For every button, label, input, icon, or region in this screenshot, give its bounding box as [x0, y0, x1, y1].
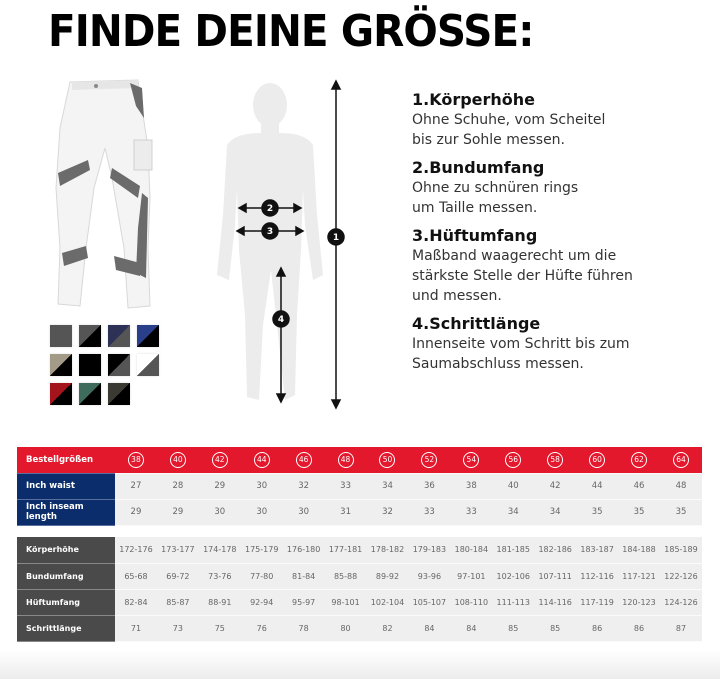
table-cell: 46	[618, 473, 660, 499]
table-cell: 33	[325, 473, 367, 499]
table-cell: 33	[408, 499, 450, 525]
table-row	[17, 615, 702, 641]
table-cell: 30	[241, 473, 283, 499]
table-cell	[660, 447, 702, 473]
color-swatch[interactable]	[50, 354, 72, 376]
table-row	[17, 499, 702, 525]
color-swatch[interactable]	[108, 383, 130, 405]
table-cell: 185-189	[660, 537, 702, 563]
table-cell: 35	[618, 499, 660, 525]
table-cell: 31	[325, 499, 367, 525]
table-cell: 80	[325, 615, 367, 641]
table-cell: 32	[367, 499, 409, 525]
table-row	[17, 473, 702, 499]
table-cell: 98-101	[325, 589, 367, 615]
table-row	[17, 563, 702, 589]
row-header: Schrittlänge	[17, 615, 115, 641]
table-cell: 28	[157, 473, 199, 499]
body-measurement-figure	[205, 75, 375, 410]
table-cell: 105-107	[408, 589, 450, 615]
size-badge[interactable]: 60	[589, 452, 605, 468]
table-cell: 29	[115, 499, 157, 525]
step-inseam: 4.Schrittlänge Innenseite vom Schritt bis zum Saumabschluss messen.	[412, 314, 630, 372]
table-cell	[450, 447, 492, 473]
table-cell: 102-106	[492, 563, 534, 589]
size-badge[interactable]: 40	[170, 452, 186, 468]
table-cell: 184-188	[618, 537, 660, 563]
table-cell: 183-187	[576, 537, 618, 563]
table-cell: 88-91	[199, 589, 241, 615]
table-cell: 78	[283, 615, 325, 641]
table-cell: 30	[283, 499, 325, 525]
table-cell: 71	[115, 615, 157, 641]
table-cell	[618, 447, 660, 473]
table-cell: 30	[241, 499, 283, 525]
table-cell: 117-121	[618, 563, 660, 589]
table-cell: 33	[450, 499, 492, 525]
table-row	[17, 589, 702, 615]
table-row	[17, 447, 702, 473]
table-cell: 85	[492, 615, 534, 641]
size-badge[interactable]: 38	[128, 452, 144, 468]
size-badge[interactable]: 44	[254, 452, 270, 468]
marker-1: 1	[332, 233, 340, 243]
size-badge[interactable]: 64	[673, 452, 689, 468]
size-badge[interactable]: 42	[212, 452, 228, 468]
table-cell: 122-126	[660, 563, 702, 589]
table-cell: 84	[450, 615, 492, 641]
table-cell: 177-181	[325, 537, 367, 563]
table-cell	[325, 447, 367, 473]
table-cell: 124-126	[660, 589, 702, 615]
table-cell: 89-92	[367, 563, 409, 589]
step-body-height: 1.Körperhöhe Ohne Schuhe, vom Scheitel bis zur Sohle messen.	[412, 90, 606, 148]
table-cell: 69-72	[157, 563, 199, 589]
table-cell: 82-84	[115, 589, 157, 615]
table-cell	[115, 447, 157, 473]
table-cell: 174-178	[199, 537, 241, 563]
color-swatch[interactable]	[137, 325, 159, 347]
table-cell	[408, 447, 450, 473]
table-cell: 34	[492, 499, 534, 525]
table-cell: 85-87	[157, 589, 199, 615]
color-swatches	[50, 325, 159, 405]
table-cell: 65-68	[115, 563, 157, 589]
table-cell: 114-116	[534, 589, 576, 615]
table-cell: 85-88	[325, 563, 367, 589]
table-cell: 73	[157, 615, 199, 641]
table-cell: 180-184	[450, 537, 492, 563]
table-cell	[492, 447, 534, 473]
table-cell: 81-84	[283, 563, 325, 589]
table-cell: 173-177	[157, 537, 199, 563]
table-cell: 117-119	[576, 589, 618, 615]
marker-4: 4	[277, 315, 285, 325]
table-cell: 44	[576, 473, 618, 499]
table-cell: 102-104	[367, 589, 409, 615]
table-cell: 29	[157, 499, 199, 525]
size-badge[interactable]: 54	[463, 452, 479, 468]
row-header: Hüftumfang	[17, 589, 115, 615]
color-swatch[interactable]	[79, 325, 101, 347]
step-waist: 2.Bundumfang Ohne zu schnüren rings um Taille messen.	[412, 158, 579, 216]
table-cell: 92-94	[241, 589, 283, 615]
table-cell: 85	[534, 615, 576, 641]
color-swatch[interactable]	[50, 383, 72, 405]
table-cell: 48	[660, 473, 702, 499]
table-cell: 93-96	[408, 563, 450, 589]
step-hip: 3.Hüftumfang Maßband waagerecht um die stärkste Stelle der Hüfte führen und messen.	[412, 226, 633, 304]
table-cell: 42	[534, 473, 576, 499]
row-header: Inch inseam length	[17, 499, 115, 525]
table-cell: 32	[283, 473, 325, 499]
table-cell	[157, 447, 199, 473]
color-swatch[interactable]	[108, 325, 130, 347]
table-cell: 38	[450, 473, 492, 499]
table-cell: 86	[618, 615, 660, 641]
table-cell: 35	[576, 499, 618, 525]
measurement-instructions	[412, 90, 712, 382]
table-cell: 86	[576, 615, 618, 641]
size-table-order-sizes	[17, 447, 702, 526]
table-cell	[534, 447, 576, 473]
marker-2: 2	[266, 204, 274, 214]
table-cell: 182-186	[534, 537, 576, 563]
table-cell	[241, 447, 283, 473]
bottom-fade	[0, 650, 720, 679]
table-cell: 30	[199, 499, 241, 525]
table-cell: 172-176	[115, 537, 157, 563]
table-cell: 120-123	[618, 589, 660, 615]
table-cell: 84	[408, 615, 450, 641]
color-swatch[interactable]	[79, 354, 101, 376]
measure-arrow-1	[328, 81, 344, 408]
table-cell: 87	[660, 615, 702, 641]
size-badge[interactable]: 62	[631, 452, 647, 468]
size-badge[interactable]: 48	[338, 452, 354, 468]
table-cell: 107-111	[534, 563, 576, 589]
table-cell: 179-183	[408, 537, 450, 563]
table-cell: 178-182	[367, 537, 409, 563]
table-cell: 108-110	[450, 589, 492, 615]
size-table-body-measurements	[17, 537, 702, 642]
size-badge[interactable]: 46	[296, 452, 312, 468]
table-cell	[283, 447, 325, 473]
table-cell: 95-97	[283, 589, 325, 615]
table-cell: 181-185	[492, 537, 534, 563]
size-badge[interactable]: 52	[421, 452, 437, 468]
table-cell	[367, 447, 409, 473]
table-cell: 29	[199, 473, 241, 499]
table-cell: 77-80	[241, 563, 283, 589]
row-header: Körperhöhe	[17, 537, 115, 563]
marker-3: 3	[266, 227, 274, 237]
size-badge[interactable]: 50	[379, 452, 395, 468]
table-cell: 176-180	[283, 537, 325, 563]
table-cell	[199, 447, 241, 473]
color-swatch[interactable]	[137, 354, 159, 376]
table-cell: 175-179	[241, 537, 283, 563]
row-header: Inch waist	[17, 473, 115, 499]
table-cell: 97-101	[450, 563, 492, 589]
table-cell: 75	[199, 615, 241, 641]
table-row	[17, 537, 702, 563]
trousers-image	[50, 78, 160, 310]
table-cell: 112-116	[576, 563, 618, 589]
size-badge[interactable]: 56	[505, 452, 521, 468]
table-cell: 34	[534, 499, 576, 525]
table-cell: 73-76	[199, 563, 241, 589]
table-cell: 34	[367, 473, 409, 499]
color-swatch[interactable]	[50, 325, 72, 347]
table-cell: 76	[241, 615, 283, 641]
table-cell	[576, 447, 618, 473]
table-cell: 40	[492, 473, 534, 499]
row-header: Bundumfang	[17, 563, 115, 589]
table-cell: 36	[408, 473, 450, 499]
color-swatch[interactable]	[108, 354, 130, 376]
page-title: FINDE DEINE GRÖSSE:	[48, 6, 534, 57]
color-swatch[interactable]	[79, 383, 101, 405]
table-cell: 111-113	[492, 589, 534, 615]
size-badge[interactable]: 58	[547, 452, 563, 468]
table-cell: 35	[660, 499, 702, 525]
table-cell: 27	[115, 473, 157, 499]
table-cell: 82	[367, 615, 409, 641]
row-header: Bestellgrößen	[17, 447, 115, 473]
